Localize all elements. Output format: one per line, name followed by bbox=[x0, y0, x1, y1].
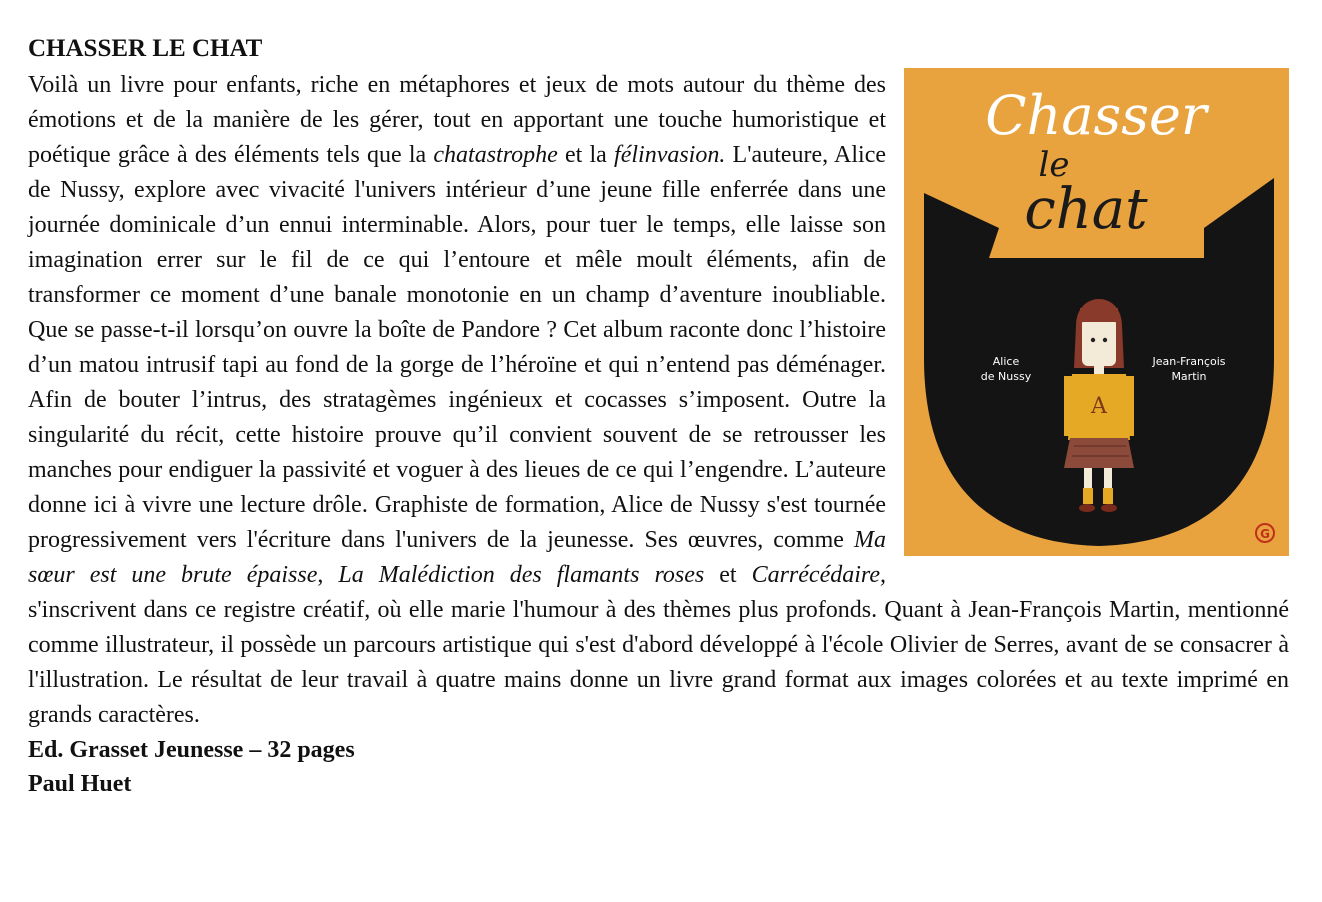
cover-illustrator-line2: Martin bbox=[1171, 370, 1207, 383]
italic-term-felinvasion: félinvasion. bbox=[614, 142, 726, 168]
sweater-letter: A bbox=[1091, 394, 1107, 419]
publisher-info: Ed. Grasset Jeunesse – 32 pages bbox=[28, 737, 355, 763]
cover-illustration bbox=[904, 68, 1289, 556]
book-cover-image bbox=[904, 68, 1289, 556]
body-text-1: Voilà un livre pour enfants, riche en métaphores et jeux de mots autour du thème des émotions et de la manière de les gérer, tout en apportant une touche humoristique et poétique grâce à des éléments tels que la bbox=[28, 72, 886, 168]
body-text-5: et bbox=[704, 562, 752, 588]
cover-illustrator-line1: Jean-François bbox=[1152, 355, 1226, 368]
cover-title-line1: Chasser bbox=[985, 84, 1207, 147]
reviewer-name: Paul Huet bbox=[28, 771, 132, 797]
article-title: CHASSER LE CHAT bbox=[28, 35, 263, 62]
body-text-3: L'auteure, Alice de Nussy, explore avec vivacité l'univers intérieur d’une jeune fille enferrée dans une journée dominicale d’un ennui interminable. Alors, pour tuer le temps, elle laisse son imagination errer sur le fil de ce qui l’entoure et mêle moult éléments, afin de transformer ce moment d’une banale monotonie en un champ d’aventure inoubliable. Que se passe-t-il lorsqu’on ouvre la boîte de Pandore ? Cet album raconte donc l’histoire d’un matou intrusif tapi au fond de la gorge de l’héroïne et qui n’entend pas déménager. Afin de bouter l’intrus, des stratagèmes ingénieux et cocasses s’imposent. Outre la singularité du récit, cette histoire prouve qu’il convient souvent de se retrousser les manches pour endiguer la passivité et voguer à des lieues de ce qui l’engendre. L’auteure donne ici à vivre une lecture drôle. Graphiste de formation, Alice de Nussy s'est tournée progressivement vers l'écriture dans l'univers de la jeunesse. Ses œuvres, comme bbox=[28, 142, 886, 553]
book-title-malediction: La Malédiction des flamants roses bbox=[338, 562, 705, 588]
italic-term-chatastrophe: chatastrophe bbox=[433, 142, 558, 168]
publisher-logo-letter: G bbox=[1260, 527, 1270, 541]
cover-author-line2: de Nussy bbox=[980, 370, 1032, 383]
cover-title-line3: chat bbox=[1024, 177, 1148, 242]
body-text-2: et la bbox=[557, 142, 615, 168]
book-title-ma-soeur: Ma sœur est une brute épaisse bbox=[28, 527, 886, 588]
cover-author-line1: Alice bbox=[992, 355, 1020, 368]
cover-title-line2: le bbox=[1038, 145, 1070, 185]
body-text-6: s'inscrivent dans ce registre créatif, où elle marie l'humour à des thèmes plus profonds. Quant à Jean-François Martin, mentionné comme illustrateur, il possède un parcours artistique qui s'est d'abord développé à l'école Olivier de Serres, avant de se consacrer à l'illustration. Le résultat de leur travail à quatre mains donne un livre grand format aux images colorées et au texte imprimé en grands caractères. bbox=[28, 597, 1289, 728]
article bbox=[28, 30, 1289, 801]
book-title-carrecedaire: Carrécédaire, bbox=[751, 562, 886, 588]
body-text-4: , bbox=[317, 562, 339, 588]
